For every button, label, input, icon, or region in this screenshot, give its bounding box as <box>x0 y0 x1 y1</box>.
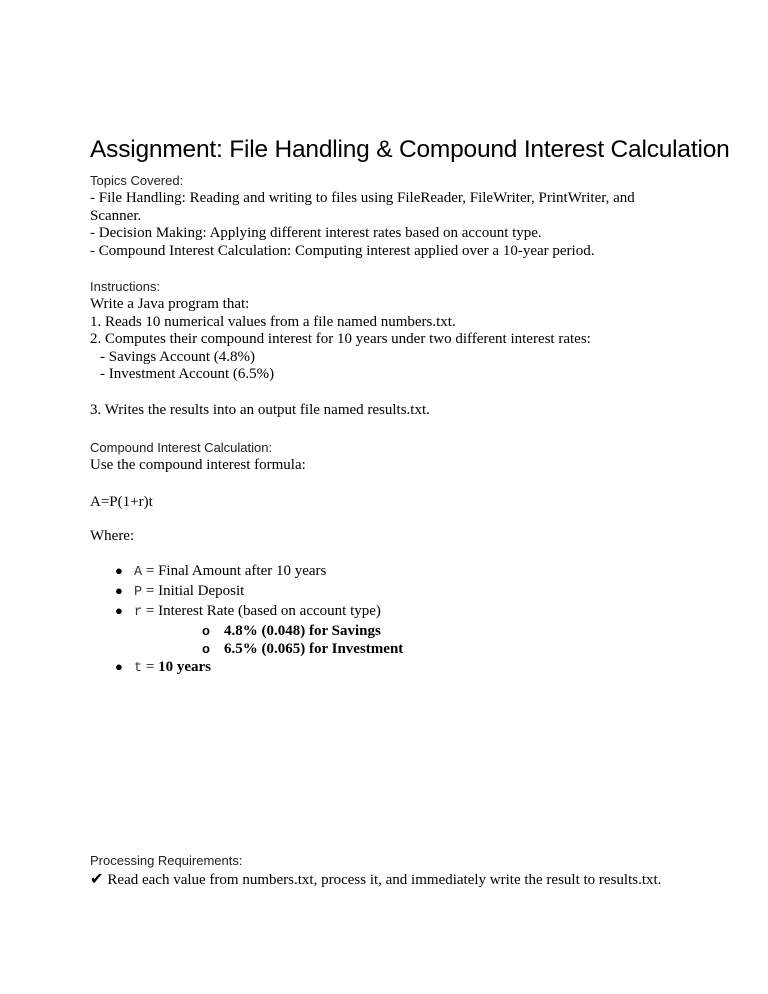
instructions-heading: Instructions: <box>90 279 161 294</box>
variable-name: r <box>134 605 143 620</box>
processing-section <box>90 852 690 890</box>
rate-savings-value: 4.8% (0.048) for Savings <box>224 623 381 639</box>
circle-bullet-icon: o <box>202 641 210 656</box>
bullet-icon: ● <box>115 603 123 618</box>
formula-section <box>90 439 690 475</box>
variable-description: = Initial Deposit <box>142 583 245 599</box>
topics-section <box>90 172 690 260</box>
topics-heading: Topics Covered: <box>90 173 184 188</box>
formula-where: Where: <box>90 528 135 544</box>
instructions-intro: Write a Java program that: <box>90 296 250 312</box>
instructions-section <box>90 278 690 384</box>
list-item <box>90 658 690 678</box>
sub-list-item <box>134 622 690 640</box>
bullet-icon: ● <box>115 659 123 674</box>
variable-name: P <box>134 585 143 600</box>
list-item <box>90 582 690 602</box>
bullet-icon: ● <box>115 563 123 578</box>
processing-heading: Processing Requirements: <box>90 853 243 868</box>
circle-bullet-icon: o <box>202 623 210 638</box>
sub-list-item <box>134 640 690 658</box>
topics-line-2: - Decision Making: Applying different interest rates based on account type. <box>90 225 542 241</box>
variable-name: t <box>134 661 143 676</box>
processing-text: Read each value from numbers.txt, process it, and immediately write the result to results.txt. <box>107 872 662 888</box>
variable-description: = Final Amount after 10 years <box>142 563 327 579</box>
variable-value: 10 years <box>158 659 211 675</box>
variable-description: = Interest Rate (based on account type) <box>142 603 381 619</box>
check-icon: ✔ <box>90 869 104 888</box>
topics-line-3: - Compound Interest Calculation: Computing interest applied over a 10-year period. <box>90 242 595 259</box>
variable-equals: = <box>142 659 159 675</box>
formula-expression: A=P(1+r)t <box>90 494 153 510</box>
instructions-step-1: 1. Reads 10 numerical values from a file named numbers.txt. <box>90 313 456 330</box>
formula-intro: Use the compound interest formula: <box>90 457 306 473</box>
topics-line-1: - File Handling: Reading and writing to files using FileReader, FileWriter, PrintWriter, and <box>90 190 635 206</box>
rate-investment-value: 6.5% (0.065) for Investment <box>224 641 404 657</box>
page-title: Assignment: File Handling & Compound Interest Calculation <box>90 136 730 163</box>
list-item <box>90 602 690 658</box>
instructions-rate-investment: - Investment Account (6.5%) <box>100 366 275 382</box>
bullet-icon: ● <box>115 583 123 598</box>
instructions-step-3: 3. Writes the results into an output file named results.txt. <box>90 402 430 418</box>
variable-name: A <box>134 565 143 580</box>
rate-sublist <box>134 622 690 658</box>
topics-line-1-cont: Scanner. <box>90 207 142 224</box>
instructions-step-2: 2. Computes their compound interest for 10 years under two different interest rates: <box>90 331 591 347</box>
formula-heading: Compound Interest Calculation: <box>90 440 273 455</box>
processing-line-1 <box>90 870 690 890</box>
instructions-rate-savings: - Savings Account (4.8%) <box>100 348 255 365</box>
list-item <box>90 562 690 582</box>
variable-list <box>90 562 690 678</box>
